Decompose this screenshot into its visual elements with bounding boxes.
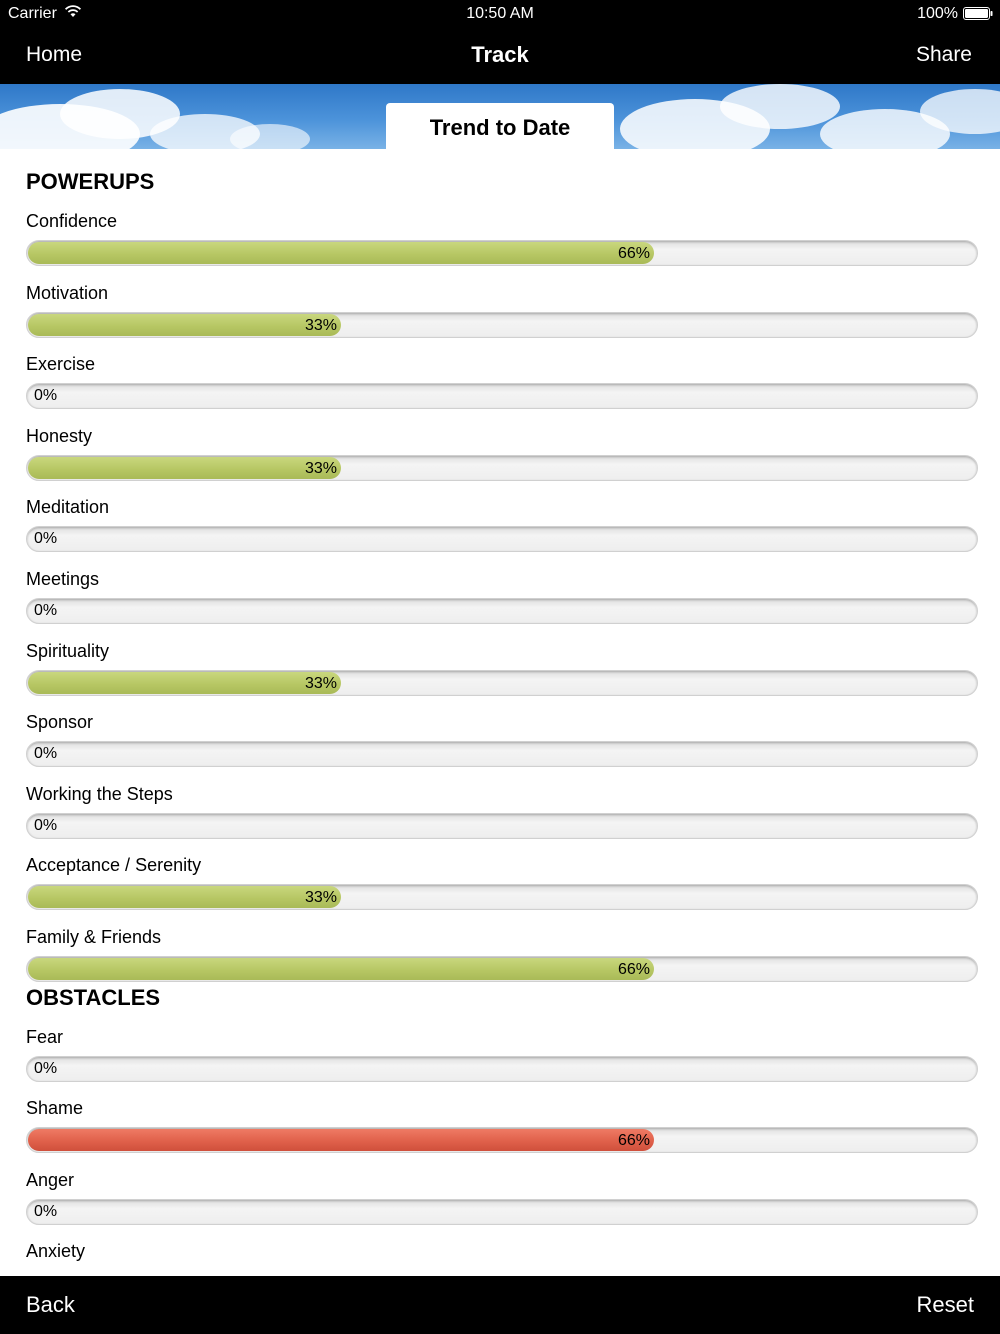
- item-label: Sponsor: [26, 712, 94, 733]
- percent-label: 66%: [617, 1132, 650, 1150]
- item-label: Anger: [26, 1169, 75, 1190]
- progress-bar: [26, 240, 978, 266]
- item-label: Fear: [26, 1026, 64, 1047]
- percent-label: 0%: [34, 816, 58, 834]
- battery-icon: [963, 7, 993, 20]
- progress-bar: [26, 383, 978, 409]
- reset-button[interactable]: Reset: [916, 1292, 974, 1317]
- navigation-bar: [0, 28, 1000, 84]
- percent-label: 33%: [304, 459, 337, 477]
- progress-bar: [26, 741, 978, 767]
- progress-bar: [26, 598, 978, 624]
- percent-label: 0%: [34, 602, 58, 619]
- percent-label: 0%: [34, 1059, 58, 1077]
- item-label: Confidence: [26, 211, 118, 231]
- progress-bar: [26, 1127, 978, 1153]
- percent-label: 33%: [304, 316, 337, 334]
- page-title: Track: [471, 42, 529, 67]
- item-label: Anxiety: [26, 1241, 86, 1262]
- percent-label: 0%: [34, 1202, 58, 1220]
- progress-bar: [26, 455, 978, 481]
- progress-bar: [26, 1056, 978, 1082]
- bottom-toolbar: [0, 1276, 1000, 1334]
- battery-percent: 100%: [917, 5, 958, 22]
- percent-label: 0%: [34, 530, 58, 548]
- progress-bar: [26, 312, 978, 338]
- progress-fill: [28, 958, 654, 980]
- item-label: Motivation: [26, 282, 109, 303]
- item-label: Working the Steps: [26, 783, 173, 804]
- home-button[interactable]: Home: [26, 43, 83, 66]
- item-label: Shame: [26, 1098, 84, 1119]
- progress-fill: [28, 314, 341, 336]
- share-button[interactable]: Share: [915, 43, 972, 66]
- progress-bar: [26, 670, 978, 696]
- item-label: Acceptance / Serenity: [26, 855, 202, 876]
- back-button[interactable]: Back: [26, 1292, 75, 1317]
- item-label: Meetings: [26, 569, 100, 589]
- status-bar: [0, 0, 1000, 28]
- progress-bar: [26, 1199, 978, 1225]
- progress-bar: [26, 884, 978, 910]
- obstacles-heading: OBSTACLES: [26, 984, 161, 1010]
- powerups-heading: POWERUPS: [26, 169, 155, 194]
- progress-fill: [28, 457, 341, 479]
- percent-label: 33%: [304, 889, 337, 907]
- progress-fill: [28, 1129, 654, 1151]
- percent-label: 66%: [617, 245, 650, 262]
- percent-label: 33%: [304, 674, 337, 692]
- item-label: Honesty: [26, 425, 93, 446]
- item-label: Meditation: [26, 497, 110, 518]
- percent-label: 0%: [34, 387, 58, 405]
- item-label: Exercise: [26, 354, 96, 375]
- item-label: Family & Friends: [26, 927, 162, 947]
- progress-bar: [26, 526, 978, 552]
- progress-bar: [26, 813, 978, 839]
- percent-label: 0%: [34, 745, 58, 763]
- progress-fill: [28, 242, 654, 264]
- clock: 10:50 AM: [466, 5, 534, 22]
- progress-fill: [28, 886, 341, 908]
- tab-trend-to-date[interactable]: Trend to Date: [386, 103, 614, 149]
- progress-fill: [28, 672, 341, 694]
- progress-bar: [26, 956, 978, 982]
- item-label: Spirituality: [26, 640, 110, 661]
- percent-label: 66%: [617, 961, 650, 978]
- carrier-label: Carrier: [8, 5, 57, 22]
- trend-list[interactable]: [0, 149, 1000, 1276]
